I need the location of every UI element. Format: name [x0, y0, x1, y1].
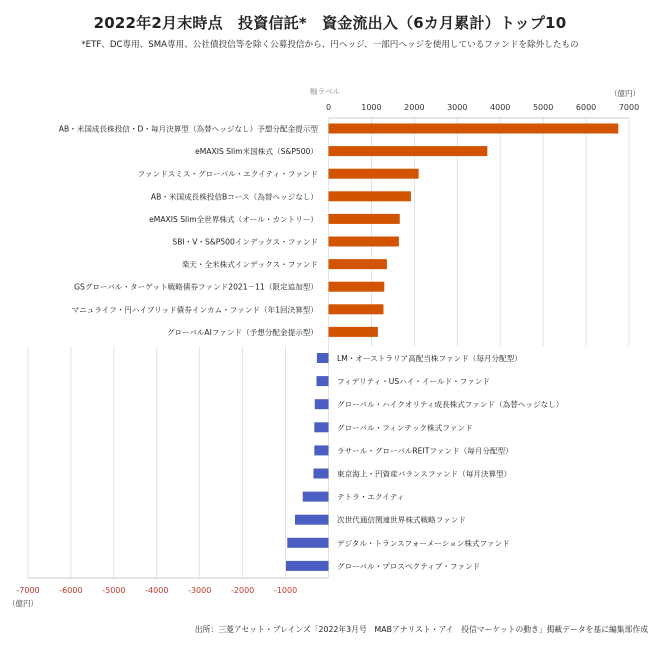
- inflow-category-label: 楽天・全米株式インデックス・ファンド: [181, 260, 318, 270]
- inflow-category-label: グローバルAIファンド（予想分配金提示型）: [166, 327, 318, 337]
- outflow-category-label: グローバル・フィンテック株式ファンド: [337, 423, 473, 433]
- outflow-bar: [316, 376, 328, 386]
- top-tick-label: 1000: [361, 103, 382, 112]
- outflow-category-label: グローバル・プロスペクティブ・ファンド: [337, 561, 481, 571]
- outflow-category-label: デジタル・トランスフォーメーション株式ファンド: [337, 538, 510, 548]
- bottom-tick-label: -6000: [59, 586, 83, 595]
- bottom-tick-label: -5000: [102, 586, 126, 595]
- axis-label: 軸ラベル: [310, 87, 340, 96]
- inflow-category-label: eMAXIS Slim全世界株式（オール・カントリー）: [149, 214, 318, 224]
- top-tick-label: 0: [325, 103, 332, 112]
- source-note: 出所：三菱アセット・ブレインズ「2022年3月号 MABアナリスト・アイ 投信マーケットの動き」掲載データを基に編集部作成: [194, 625, 648, 634]
- outflow-bar: [303, 492, 329, 502]
- outflow-bar: [315, 399, 329, 409]
- inflow-bar: [329, 214, 400, 224]
- outflow-bar: [287, 538, 328, 548]
- top-tick-label: 4000: [490, 103, 511, 112]
- chart-subtitle: *ETF、DC専用、SMA専用、公社債投信等を除く公募投信から、円ヘッジ、一部円ヘッジを使用しているファンドを除外したもの: [81, 40, 579, 50]
- inflow-bar: [329, 169, 419, 179]
- inflow-category-label: マニュライフ・円ハイブリッド債券インカム・ファンド（年1回決算型）: [71, 305, 318, 315]
- outflow-category-label: LM・オーストラリア高配当株ファンド（毎月分配型）: [337, 354, 522, 363]
- inflow-bar: [329, 237, 399, 247]
- inflow-bar: [329, 146, 488, 156]
- outflow-category-label: ラサール・グローバルREITファンド（毎月分配型）: [337, 446, 513, 456]
- outflow-bar: [295, 515, 328, 525]
- inflow-bar: [329, 282, 385, 292]
- outflow-category-label: グローバル・ハイクオリティ成長株式ファンド（為替ヘッジなし）: [337, 400, 564, 410]
- outflow-category-label: テトラ・エクイティ: [337, 492, 405, 502]
- outflow-bar: [314, 445, 328, 455]
- outflow-category-label: 次世代通信関連世界株式戦略ファンド: [337, 515, 466, 525]
- outflow-bar: [317, 353, 329, 363]
- outflow-category-label: 東京海上・円資産バランスファンド（毎月決算型）: [337, 469, 512, 479]
- inflow-bar: [329, 259, 387, 269]
- top-unit-label: （億円）: [610, 89, 640, 98]
- top-tick-label: 2000: [404, 103, 425, 112]
- outflow-bar: [314, 422, 328, 432]
- outflow-bar: [286, 561, 328, 571]
- inflow-bar: [329, 191, 411, 201]
- inflow-category-label: AB・米国成長株投信Bコース（為替ヘッジなし）: [150, 192, 318, 202]
- top-tick-label: 6000: [575, 103, 597, 112]
- outflow-category-label: フィデリティ・USハイ・イールド・ファンド: [337, 377, 490, 387]
- inflow-category-label: eMAXIS Slim米国株式（S&P500）: [195, 147, 318, 157]
- outflow-bar: [313, 469, 328, 479]
- bottom-tick-label: -4000: [145, 586, 169, 595]
- inflow-category-label: AB・米国成長株投信・D・毎月決算型（為替ヘッジなし）予想分配金提示型: [58, 124, 318, 134]
- inflow-bar: [329, 327, 378, 337]
- bottom-tick-label: -3000: [188, 586, 212, 595]
- bottom-tick-label: -2000: [231, 586, 255, 595]
- bottom-unit-label: （億円）: [8, 599, 38, 608]
- inflow-category-label: ファンドスミス・グローバル・エクイティ・ファンド: [137, 169, 318, 179]
- chart-title: 2022年2月末時点 投資信託* 資金流出入（6カ月累計）トップ10: [93, 14, 567, 32]
- bottom-tick-label: -1000: [273, 586, 298, 595]
- top-tick-label: 7000: [618, 103, 640, 112]
- inflow-category-label: SBI・V・S&P500インデックス・ファンド: [172, 237, 318, 247]
- top-tick-label: 3000: [447, 103, 468, 112]
- inflow-bar: [329, 304, 384, 314]
- inflow-bar: [329, 124, 619, 134]
- top-tick-label: 5000: [532, 103, 554, 112]
- bottom-tick-label: -7000: [16, 586, 40, 595]
- inflow-category-label: GSグローバル・ターゲット戦略債券ファンド2021－11（限定追加型）: [74, 282, 318, 292]
